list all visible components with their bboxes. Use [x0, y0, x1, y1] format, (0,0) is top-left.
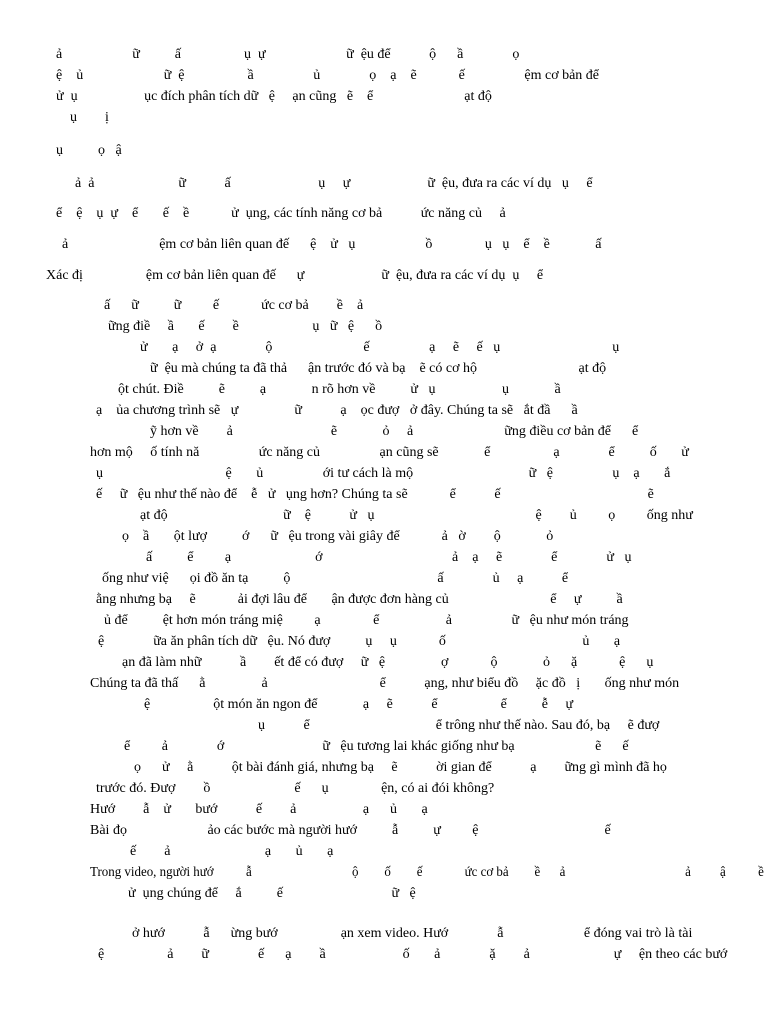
text-line: ạt độ ữ ệ ử ụ ệ ủ ọ ống như — [140, 508, 693, 523]
text-line: ạn đã làm nhữ ầ ết để có đượ ữ ệ ợ ộ ỏ ặ ệ ụ — [122, 655, 654, 670]
text-line: Bài đọ ảo các bước mà người hướ ẫ ự ệ ế — [90, 823, 611, 838]
text-line: ử ụ ục đích phân tích dữ ệ ạn cũng ẽ ể ạt độ — [56, 89, 492, 104]
text-line: ệ ột món ăn ngon để ạ ẽ ể ể ễ ự — [144, 697, 574, 712]
text-line: ể ệ ụ ự ể ế ề ử ụng, các tính năng cơ bả ức năng củ ả — [56, 206, 506, 221]
text-line: ể ả ớ ữ ệu tương lai khác giống như bạ ẽ ế — [124, 739, 629, 754]
text-line: ệ ả ữ ế ạ ầ ố ả ặ ả ự ện theo các bướ — [98, 947, 728, 962]
text-line: ử ụng chúng để ắ ế ữ ệ — [128, 886, 416, 901]
text-line: ằng nhưng bạ ẽ ải đợi lâu để ận được đơn hàng củ ể ự ầ — [96, 592, 623, 607]
text-line: ững điề ầ ế ề ụ ữ ệ ồ — [108, 319, 383, 334]
text-line: ống như việ ọi đồ ăn tạ ộ ấ ủ ạ ể — [102, 571, 569, 586]
text-line: ỹ hơn về ả ẽ ỏ ả ững điều cơ bản để ể — [150, 424, 639, 439]
text-line: ả ữ ấ ụ ự ữ ệu để ộ ầ ọ — [56, 47, 520, 62]
text-line: ụ ị — [70, 110, 109, 125]
text-line: ụ ọ ậ — [56, 143, 122, 158]
text-line: ấ ể ạ ớ ả ạ ẽ ể ử ụ — [146, 550, 632, 565]
text-line: Hướ ẫ ử bướ ế ả ạ ủ ạ — [90, 802, 428, 817]
text-line: ủ để ệt hơn món tráng miệ ạ ể ả ữ ệu như món tráng — [104, 613, 629, 628]
text-line: ệ ủ ữ ệ ầ ủ ọ ạ ẽ ế ệm cơ bản để — [56, 68, 600, 83]
text-line: ả ệm cơ bản liên quan đế ệ ử ụ ồ ụ ụ ể ề ấ — [62, 237, 602, 252]
text-line: hơn mộ ố tính nă ức năng củ ạn cũng sẽ ể ạ ể ố ử — [90, 445, 689, 460]
text-line: ụ ệ ủ ới tư cách là mộ ữ ệ ụ ạ ắ — [96, 466, 671, 481]
text-line: ụ ể ể trông như thế nào. Sau đó, bạ ẽ đượ — [258, 718, 660, 733]
text-line: trước đó. Đượ ồ ế ụ ện, có ai đói không? — [96, 781, 495, 796]
text-line: Xác đị ệm cơ bản liên quan đế ự ữ ệu, đưa ra các ví dụ ụ ể — [46, 268, 544, 283]
text-line: ế ả ạ ủ ạ — [130, 844, 334, 859]
text-line: ọ ử ằ ột bài đánh giá, nhưng bạ ẽ ời gian để ạ ững gì mình đã họ — [134, 760, 667, 775]
text-line: ử ạ ở ạ ộ ế ạ ẽ ế ụ ụ — [140, 340, 620, 355]
text-line: ạ ủa chương trình sẽ ự ữ ạ ọc đượ ở đây. Chúng ta sẽ ắt đầ ầ — [96, 403, 578, 418]
text-line: ệ ữa ăn phân tích dữ ệu. Nó đượ ụ ụ ố ủ ạ — [98, 634, 621, 649]
text-line: ế ữ ệu như thế nào để ễ ử ụng hơn? Chúng ta sẽ ể ế ẽ — [96, 487, 654, 502]
text-line: ọ ầ ột lượ ớ ữ ệu trong vài giây để ả ờ ộ ỏ — [122, 529, 554, 544]
text-line: ả ả ữ ấ ụ ự ữ ệu, đưa ra các ví dụ ụ ể — [75, 176, 593, 191]
text-line: Trong video, người hướ ẫ ộ ố ế ức cơ bả ề ả ả ậ ề — [90, 865, 764, 880]
text-line: ột chút. Điề ẽ ạ n rõ hơn về ử ụ ụ ầ — [118, 382, 561, 397]
text-line: Chúng ta đã thấ ằ ả ể ạng, như biểu đồ ặc đồ ị ống như món — [90, 676, 680, 691]
text-line: ữ ệu mà chúng ta đã thả ận trước đó và bạ ẽ có cơ hộ ạt độ — [150, 361, 607, 376]
text-line: ở hướ ẫ ừng bướ ạn xem video. Hướ ẫ ể đóng vai trò là tài — [132, 926, 693, 941]
text-line: ấ ữ ữ ế ức cơ bả ề ả — [104, 298, 364, 313]
